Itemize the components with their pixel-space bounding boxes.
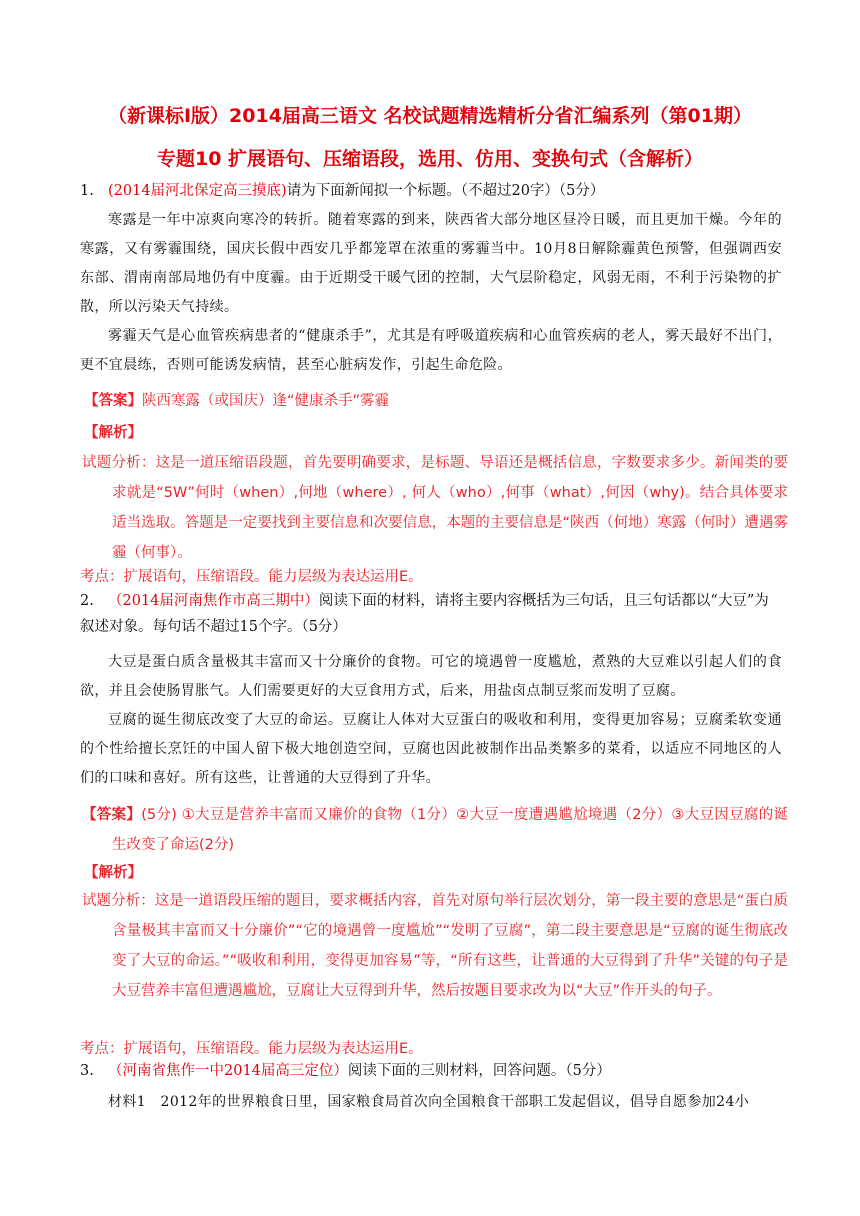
question-2-number: 2. (80, 593, 94, 609)
question-2-passage-paragraph-1: 大豆是蛋白质含量极其丰富而又十分廉价的食物。可它的境遇曾一度尴尬，煮熟的大豆难以引起人们的食欲，并且会使肠胃胀气。人们需要更好的大豆食用方式，后来，用盐卤点制豆浆而发明了豆腐。 (80, 654, 782, 699)
question-2-prompt-line (108, 590, 769, 612)
question-2-prompt-continued: 叙述对象。每句话不超过15个字。（5分） (80, 619, 347, 635)
question-2-kaodian: 考点：扩展语句，压缩语段。能力层级为表达运用E。 (80, 1041, 423, 1057)
question-1-passage-paragraph-1: 寒露是一年中凉爽向寒冷的转折。随着寒露的到来，陕西省大部分地区昼冷日暖，而且更加干燥。今年的寒露，又有雾霾围绕，国庆长假中西安几乎都笼罩在浓重的雾霾当中。10月8日解除霾黄色预警，但强调西安东部、渭南南部局地仍有中度霾。由于近期受干暖气团的控制，大气层阶稳定，风弱无雨，不利于污染物的扩散，所以污染天气持续。 (80, 212, 782, 315)
question-3-number: 3. (80, 1063, 94, 1079)
question-1-analysis-text: 试题分析：这是一道压缩语段题，首先要明确要求，是标题、导语还是概括信息，字数要求多少。新闻类的要求就是“5W”何时（when）,何地（where）, 何人（who）,何事（what）,何因（why)。结合具体要求适当选取。答题是一定要找到主要信息和次要信息，本题的主要信息是“陕西（何地）寒露（何时）遭遇雾霾（何事）。 (82, 455, 788, 561)
question-2-answer-label: 【答案】 (82, 807, 142, 823)
question-1-answer-text: 陕西寒露（或国庆）逢“健康杀手”雾霾 (142, 393, 390, 409)
question-1-analysis (82, 448, 788, 568)
question-3-prompt-line (108, 1060, 611, 1082)
document-title-line-1: （新课标Ⅰ版）2014届高三语文 名校试题精选精析分省汇编系列（第01期） (107, 105, 752, 127)
question-2-analysis-label: 【解析】 (84, 865, 142, 881)
question-1-prompt: 请为下面新闻拟一个标题。（不超过20字）（5分） (286, 183, 605, 199)
question-3-material-1: 材料1 2012年的世界粮食日里，国家粮食局首次向全国粮食干部职工发起倡议，倡导自愿参加24小 (108, 1094, 750, 1110)
question-1-analysis-label: 【解析】 (84, 425, 142, 441)
question-1-passage-paragraph-2: 雾霾天气是心血管疾病患者的“健康杀手”，尤其是有呼吸道疾病和心血管疾病的老人，雾天最好不出门，更不宜晨练，否则可能诱发病情，甚至心脏病发作，引起生命危险。 (80, 328, 782, 373)
question-1-number: 1. (80, 183, 94, 199)
question-1-answer-label: 【答案】 (84, 393, 142, 409)
question-1-source: (2014届河北保定高三摸底) (108, 183, 287, 199)
question-1-prompt-line (108, 180, 604, 202)
question-2-prompt: 阅读下面的材料，请将主要内容概括为三句话，且三句话都以“大豆”为 (318, 593, 769, 609)
question-1-kaodian: 考点：扩展语句，压缩语段。能力层级为表达运用E。 (80, 569, 423, 585)
question-2-answer-content (82, 807, 788, 853)
question-1-answer (84, 386, 389, 416)
question-2-answer-text: (5分) ①大豆是营养丰富而又廉价的食物（1分）②大豆一度遭遇尴尬境遇（2分）③大豆因豆腐的诞生改变了命运(2分) (112, 807, 789, 853)
question-2-source: （2014届河南焦作市高三期中） (108, 593, 319, 609)
question-3-source: （河南省焦作一中2014届高三定位） (108, 1063, 348, 1079)
question-2-analysis (82, 886, 788, 1006)
question-3-prompt: 阅读下面的三则材料，回答问题。（5分） (347, 1063, 611, 1079)
question-2-answer (82, 800, 789, 860)
document-title-line-2: 专题10 扩展语句、压缩语段，选用、仿用、变换句式（含解析） (156, 148, 704, 170)
question-2-analysis-text: 试题分析：这是一道语段压缩的题目，要求概括内容，首先对原句举行层次划分，第一段主要的意思是“蛋白质含量极其丰富而又十分廉价”“它的境遇曾一度尴尬”“发明了豆腐”，第二段主要意思是“豆腐的诞生彻底改变了大豆的命运。”“吸收和利用，变得更加容易”等，“所有这些，让普通的大豆得到了升华”关键的句子是大豆营养丰富但遭遇尴尬，豆腐让大豆得到升华，然后按题目要求改为以“大豆”作开头的句子。 (82, 893, 788, 999)
question-2-passage-paragraph-2: 豆腐的诞生彻底改变了大豆的命运。豆腐让人体对大豆蛋白的吸收和利用，变得更加容易；豆腐柔软变通的个性给擅长烹饪的中国人留下极大地创造空间，豆腐也因此被制作出品类繁多的菜肴，以适应不同地区的人们的口味和喜好。所有这些，让普通的大豆得到了升华。 (80, 712, 782, 786)
